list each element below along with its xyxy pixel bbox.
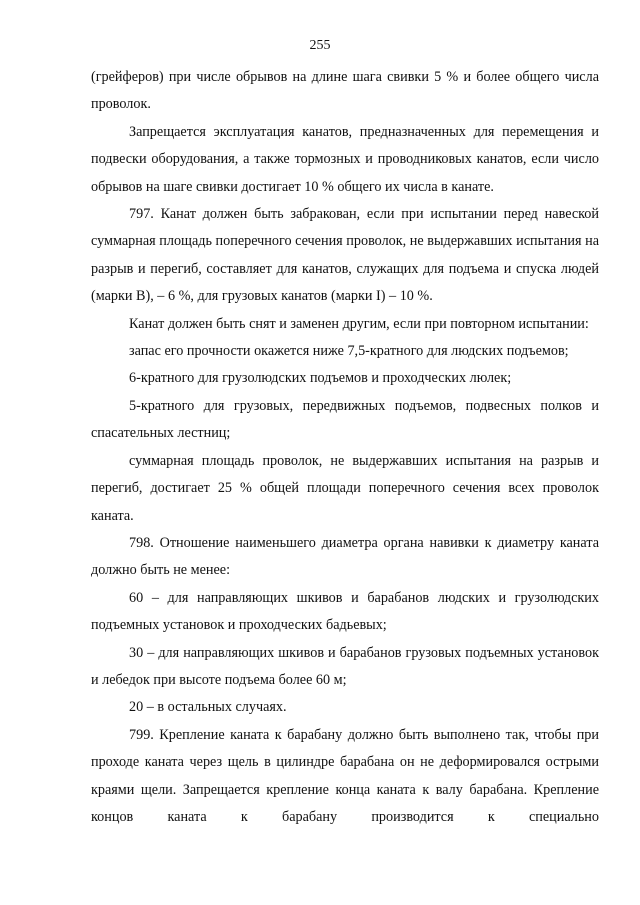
paragraph-10: 60 – для направляющих шкивов и барабанов людских и грузолюдских подъемных установок и проходческих бадьевых; — [91, 589, 599, 634]
document-body — [91, 64, 599, 831]
paragraph-797: 797. Канат должен быть забракован, если при испытании перед навеской суммарная площадь поперечного сечения проволок, не выдержавших испытания на разрыв и перегиб, составляет для канатов, служащих для подъема и спуска людей (марки В), – 6 %, для грузовых канатов (марки I) – 10 %. — [91, 206, 599, 305]
paragraph-12: 20 – в остальных случаях. — [129, 699, 287, 716]
paragraph-4: Канат должен быть снят и заменен другим, если при повторном испытании: — [129, 315, 589, 332]
paragraph-799: 799. Крепление каната к барабану должно быть выполнено так, чтобы при проходе каната через щель в цилиндре барабана он не деформировался острыми краями щели. Запрещается крепление конца каната к валу барабана. Крепление концов каната к барабану производится к специально — [91, 726, 599, 825]
paragraph-5: запас его прочности окажется ниже 7,5-кратного для людских подъемов; — [129, 343, 569, 360]
paragraph-7: 5-кратного для грузовых, передвижных подъемов, подвесных полков и спасательных лестниц; — [91, 397, 599, 442]
paragraph-2: Запрещается эксплуатация канатов, предназначенных для перемещения и подвески оборудования, а также тормозных и проводниковых канатов, если число обрывов на шаге свивки достигает 10 % общего их числа в канате. — [91, 123, 599, 195]
page-number: 255 — [309, 38, 331, 53]
paragraph-1: (грейферов) при числе обрывов на длине шага свивки 5 % и более общего числа проволок. — [91, 69, 599, 113]
paragraph-798: 798. Отношение наименьшего диаметра органа навивки к диаметру каната должно быть не менее: — [91, 534, 599, 579]
paragraph-6: 6-кратного для грузолюдских подъемов и проходческих люлек; — [129, 370, 512, 387]
paragraph-11: 30 – для направляющих шкивов и барабанов грузовых подъемных установок и лебедок при высоте подъема более 60 м; — [91, 644, 599, 688]
paragraph-8: суммарная площадь проволок, не выдержавших испытания на разрыв и перегиб, достигает 25 % общей площади поперечного сечения всех проволок каната. — [91, 452, 599, 524]
